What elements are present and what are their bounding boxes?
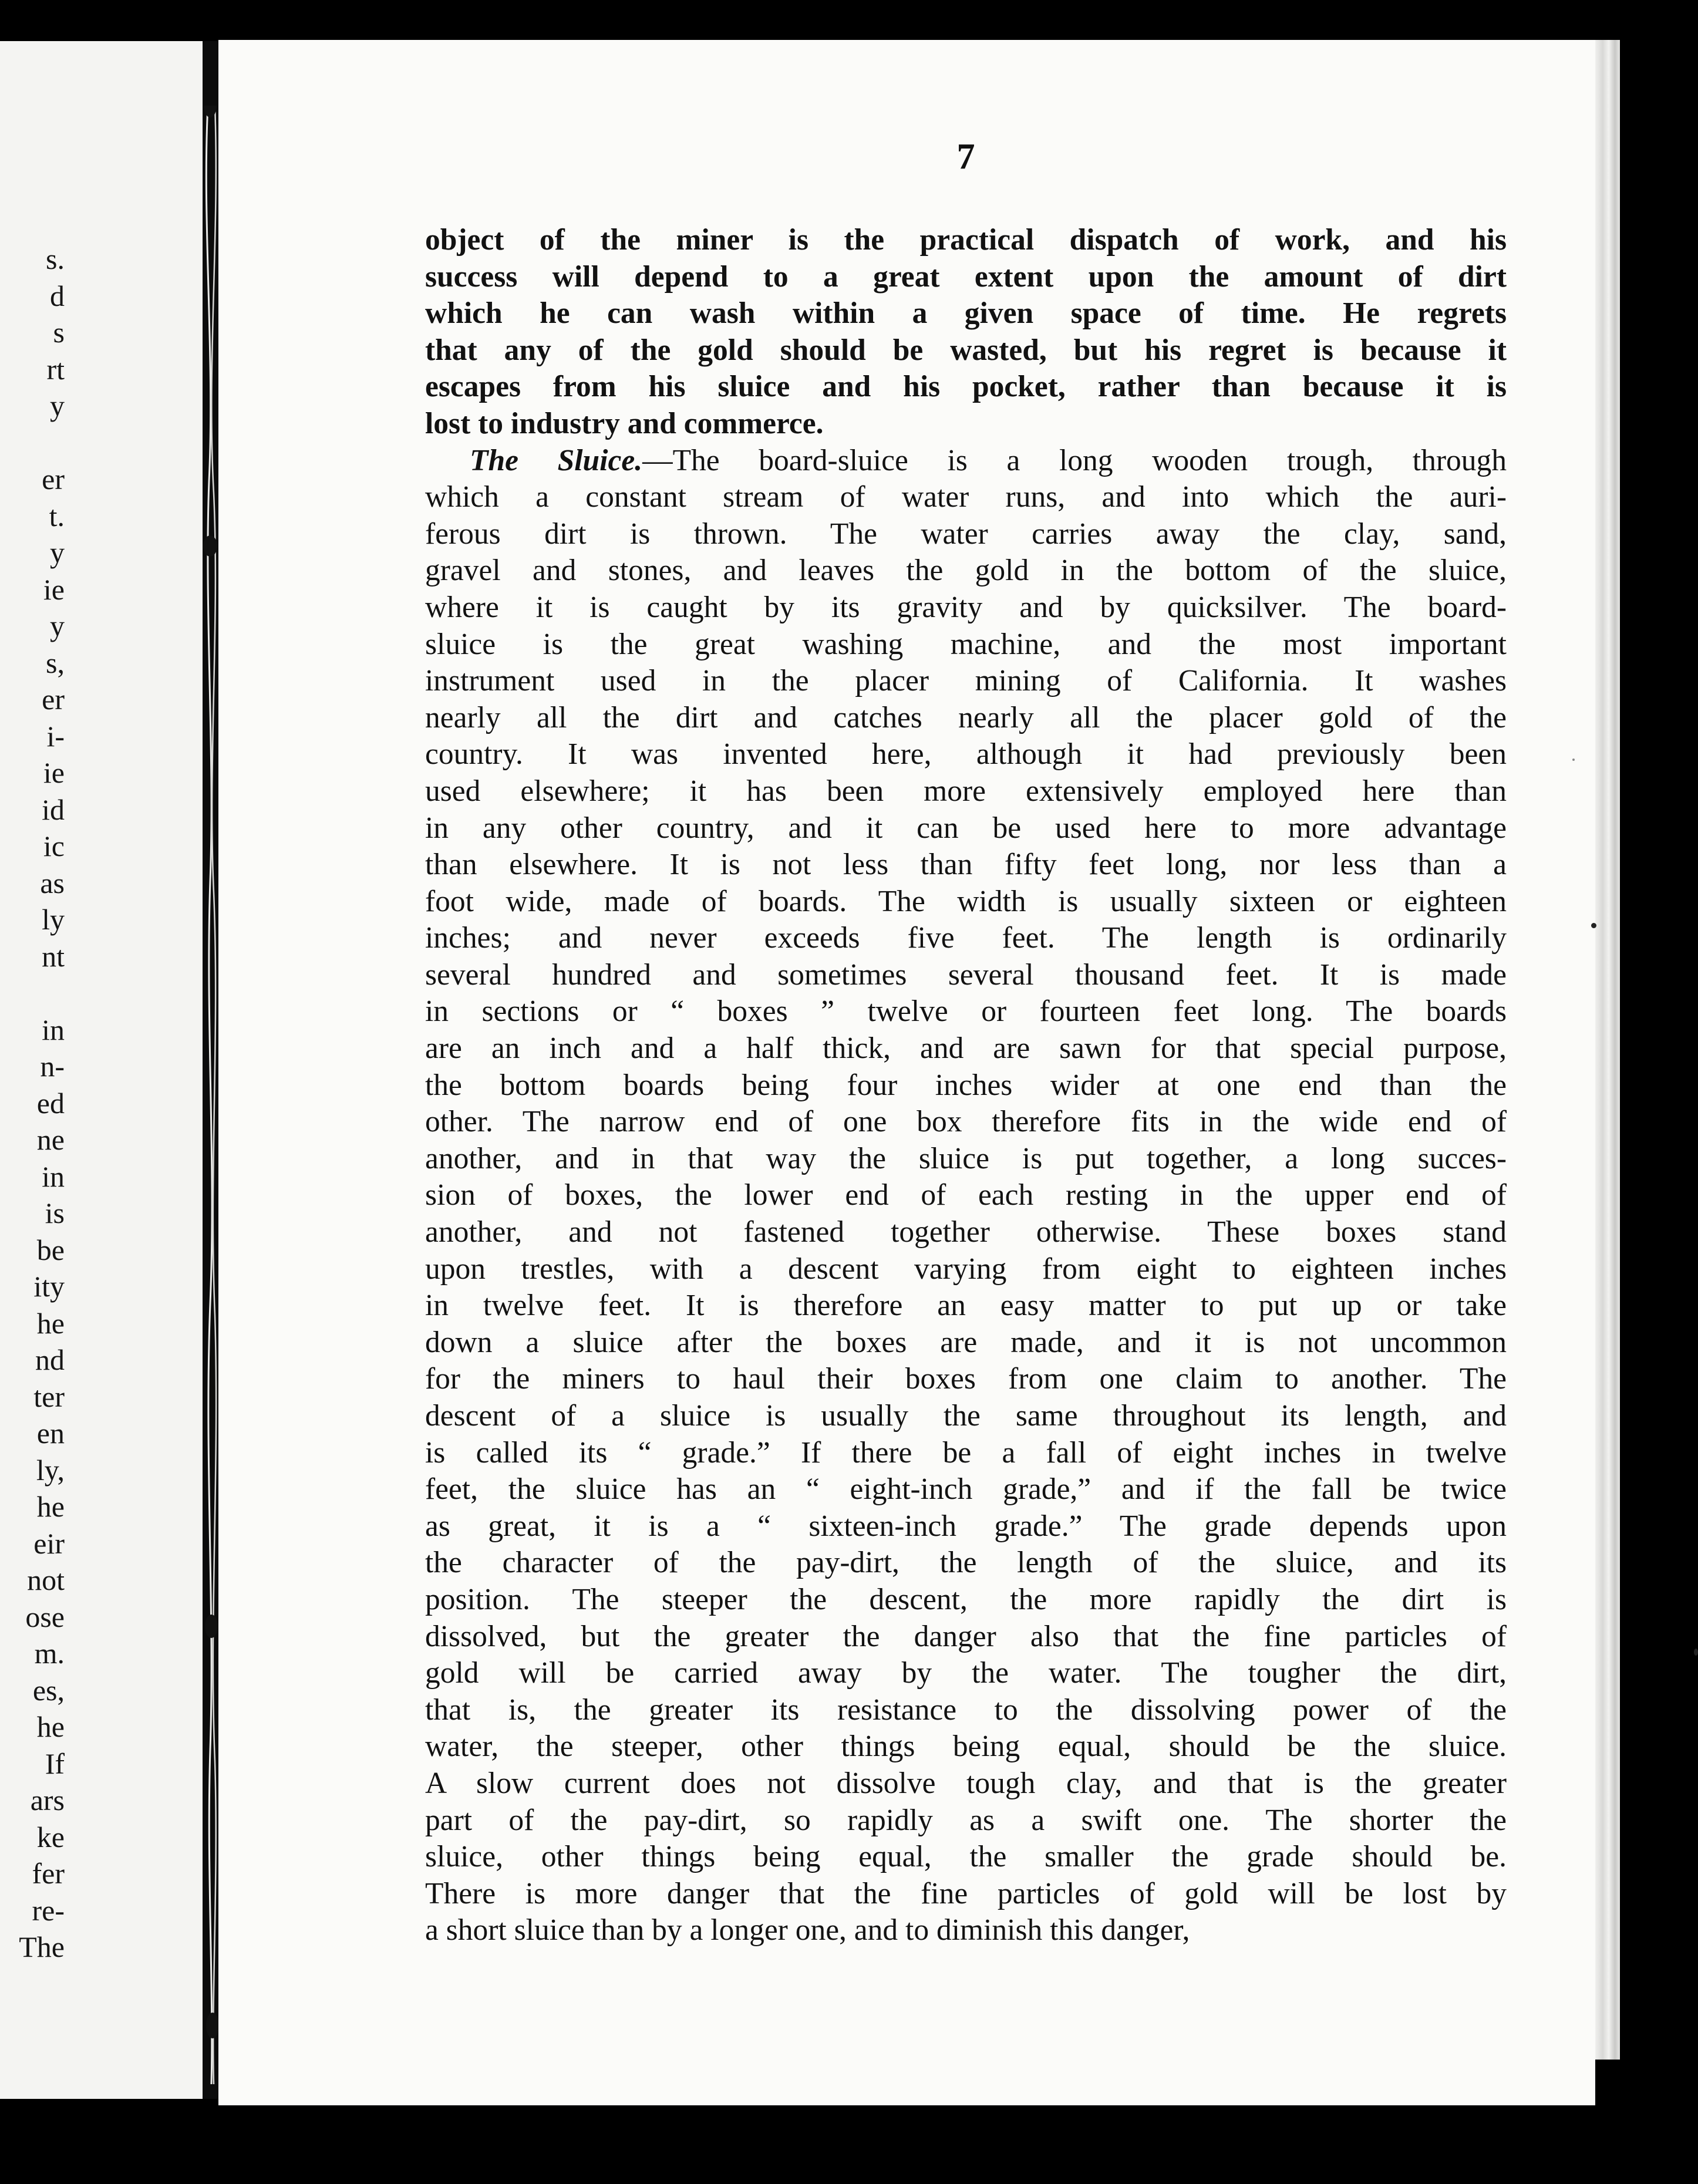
text-line: gravel and stones, and leaves the gold in the bottom of the sluice,: [425, 554, 1507, 588]
left-page-fragment-line: is: [45, 1197, 65, 1229]
left-page-fragment-line: es,: [32, 1673, 65, 1707]
text-line: as great, it is a “ sixteen-inch grade.” The grade depends upon: [425, 1509, 1507, 1543]
speck: [1591, 923, 1596, 928]
left-page-fragment-line: he: [36, 1710, 65, 1743]
left-page-fragment-line: ie: [43, 572, 65, 606]
text-line: that is, the greater its resistance to the dissolving power of the: [425, 1693, 1507, 1727]
text-line: escapes from his sluice and his pocket, rather than because it is: [425, 370, 1507, 404]
left-page-fragment-line: ed: [36, 1086, 65, 1120]
text-line: inches; and never exceeds five feet. The length is ordinarily: [425, 921, 1507, 955]
left-page-text-fragments: [0, 241, 65, 1966]
text-line: is called its “ grade.” If there be a fall of eight inches in twelve: [425, 1435, 1507, 1470]
body-text: [425, 222, 1507, 1949]
left-page-fragment-line: y: [50, 609, 65, 642]
text-line: in sections or “ boxes ” twelve or fourteen feet long. The boards: [425, 995, 1507, 1029]
section-heading: The Sluice.: [470, 443, 643, 477]
text-line: another, and in that way the sluice is put together, a long succes-: [425, 1141, 1507, 1175]
left-page-fragment-line: he: [36, 1490, 65, 1523]
text-line: A slow current does not dissolve tough clay, and that is the greater: [425, 1766, 1507, 1800]
text-line: other. The narrow end of one box therefore fits in the wide end of: [425, 1105, 1507, 1139]
left-page-fragment-line: ose: [25, 1600, 65, 1633]
left-page-fragment-line: nt: [42, 939, 65, 973]
text-line: nearly all the dirt and catches nearly all the placer gold of the: [425, 700, 1507, 734]
left-page-fragment-line: ars: [30, 1784, 65, 1816]
speck: [1694, 1649, 1698, 1656]
page-edge-stack: [1595, 40, 1620, 2060]
text-line: where it is caught by its gravity and by quicksilver. The board-: [425, 590, 1507, 624]
left-page-fragment-line: ly: [42, 903, 65, 936]
left-page-fragment-line: s.: [46, 242, 65, 275]
left-page-fragment-line: ie: [43, 756, 65, 789]
left-page-fragment-line: fer: [32, 1857, 65, 1890]
left-page-fragment-line: [0, 975, 65, 1012]
left-page-fragment-line: s,: [46, 646, 65, 679]
text-line: than elsewhere. It is not less than fifty feet long, nor less than a: [425, 848, 1507, 882]
text-line: object of the miner is the practical dispatch of work, and his: [425, 223, 1507, 257]
text-line: which a constant stream of water runs, and into which the auri-: [425, 480, 1507, 514]
left-page-fragment-line: in: [42, 1013, 65, 1046]
left-page-fragment-line: ity: [33, 1270, 65, 1303]
text-line: sluice, other things being equal, the smaller the grade should be.: [425, 1840, 1507, 1874]
speck: [1572, 759, 1575, 761]
left-page-fragment-line: The: [19, 1930, 65, 1963]
left-page-fragment-line: [0, 424, 65, 461]
left-page-fragment-line: er: [42, 683, 65, 716]
text-line: dissolved, but the greater the danger also that the fine particles of: [425, 1619, 1507, 1653]
text-line: instrument used in the placer mining of California. It washes: [425, 664, 1507, 698]
left-page-fragment-line: ter: [33, 1380, 65, 1413]
text-line: gold will be carried away by the water. The tougher the dirt,: [425, 1656, 1507, 1690]
left-page-fragment-line: in: [42, 1160, 65, 1193]
text-line: descent of a sluice is usually the same throughout its length, and: [425, 1399, 1507, 1433]
text-line: part of the pay-dirt, so rapidly as a swift one. The shorter the: [425, 1803, 1507, 1837]
text-line: lost to industry and commerce.: [425, 406, 824, 440]
text-line: ferous dirt is thrown. The water carries away the clay, sand,: [425, 517, 1507, 551]
left-page-fragment-line: If: [45, 1747, 65, 1780]
text-line: which he can wash within a given space of time. He regrets: [425, 296, 1507, 331]
text-line: There is more danger that the fine particles of gold will be lost by: [425, 1876, 1507, 1910]
left-page-fragment: [0, 41, 208, 2099]
text-line: the bottom boards being four inches wider at one end than the: [425, 1068, 1507, 1102]
left-page-fragment-line: he: [36, 1306, 65, 1340]
text-line: [425, 443, 1507, 480]
left-page-fragment-line: m.: [34, 1637, 65, 1670]
left-page-fragment-line: d: [50, 279, 65, 312]
left-page-fragment-line: en: [36, 1417, 65, 1450]
left-page-fragment-line: y: [50, 536, 65, 569]
text-line: down a sluice after the boxes are made, and it is not uncommon: [425, 1325, 1507, 1359]
text-line: in twelve feet. It is therefore an easy matter to put up or take: [425, 1289, 1507, 1323]
text-line: that any of the gold should be wasted, but his regret is because it: [425, 333, 1507, 367]
left-page-fragment-line: n-: [40, 1050, 65, 1083]
left-page-fragment-line: id: [42, 793, 65, 826]
left-page-fragment-line: re-: [32, 1893, 65, 1927]
left-page-fragment-line: er: [42, 463, 65, 496]
text-line: several hundred and sometimes several thousand feet. It is made: [425, 958, 1507, 992]
text-line: are an inch and a half thick, and are sawn for that special purpose,: [425, 1032, 1507, 1066]
left-page-fragment-line: rt: [46, 352, 65, 386]
left-page-fragment-line: y: [50, 389, 65, 422]
left-page-fragment-line: not: [27, 1563, 65, 1596]
page-number: 7: [956, 137, 975, 177]
text-line: upon trestles, with a descent varying from eight to eighteen inches: [425, 1252, 1507, 1286]
text-line: foot wide, made of boards. The width is usually sixteen or eighteen: [425, 884, 1507, 918]
text-line: for the miners to haul their boxes from one claim to another. The: [425, 1362, 1507, 1396]
text-line-content: —The board-sluice is a long wooden trough, through: [642, 443, 1507, 477]
left-page-fragment-line: eir: [33, 1526, 65, 1560]
left-page-fragment-line: ly,: [36, 1453, 65, 1487]
left-page-fragment-line: s: [53, 316, 65, 349]
text-line: water, the steeper, other things being equal, should be the sluice.: [425, 1730, 1507, 1764]
text-line: a short sluice than by a longer one, and to diminish this danger,: [425, 1913, 1190, 1947]
text-line: success will depend to a great extent upon the amount of dirt: [425, 259, 1507, 294]
left-page-fragment-line: i-: [46, 719, 65, 753]
text-line: in any other country, and it can be used here to more advantage: [425, 811, 1507, 845]
left-page-fragment-line: ic: [43, 830, 65, 862]
text-line: sluice is the great washing machine, and the most important: [425, 627, 1507, 661]
text-line: the character of the pay-dirt, the length of the sluice, and its: [425, 1546, 1507, 1580]
left-page-fragment-line: ke: [36, 1820, 65, 1853]
text-line: sion of boxes, the lower end of each resting in the upper end of: [425, 1178, 1507, 1212]
left-page-fragment-line: ne: [36, 1123, 65, 1156]
text-line: country. It was invented here, although it had previously been: [425, 737, 1507, 771]
left-page-fragment-line: nd: [35, 1343, 65, 1376]
text-line: another, and not fastened together otherwise. These boxes stand: [425, 1215, 1507, 1249]
left-page-fragment-line: t.: [49, 499, 65, 532]
text-line: used elsewhere; it has been more extensively employed here than: [425, 774, 1507, 808]
left-page-fragment-line: be: [36, 1233, 65, 1266]
text-line: feet, the sluice has an “ eight-inch grade,” and if the fall be twice: [425, 1472, 1507, 1506]
left-page-fragment-line: as: [40, 866, 65, 899]
text-line: position. The steeper the descent, the more rapidly the dirt is: [425, 1582, 1507, 1616]
